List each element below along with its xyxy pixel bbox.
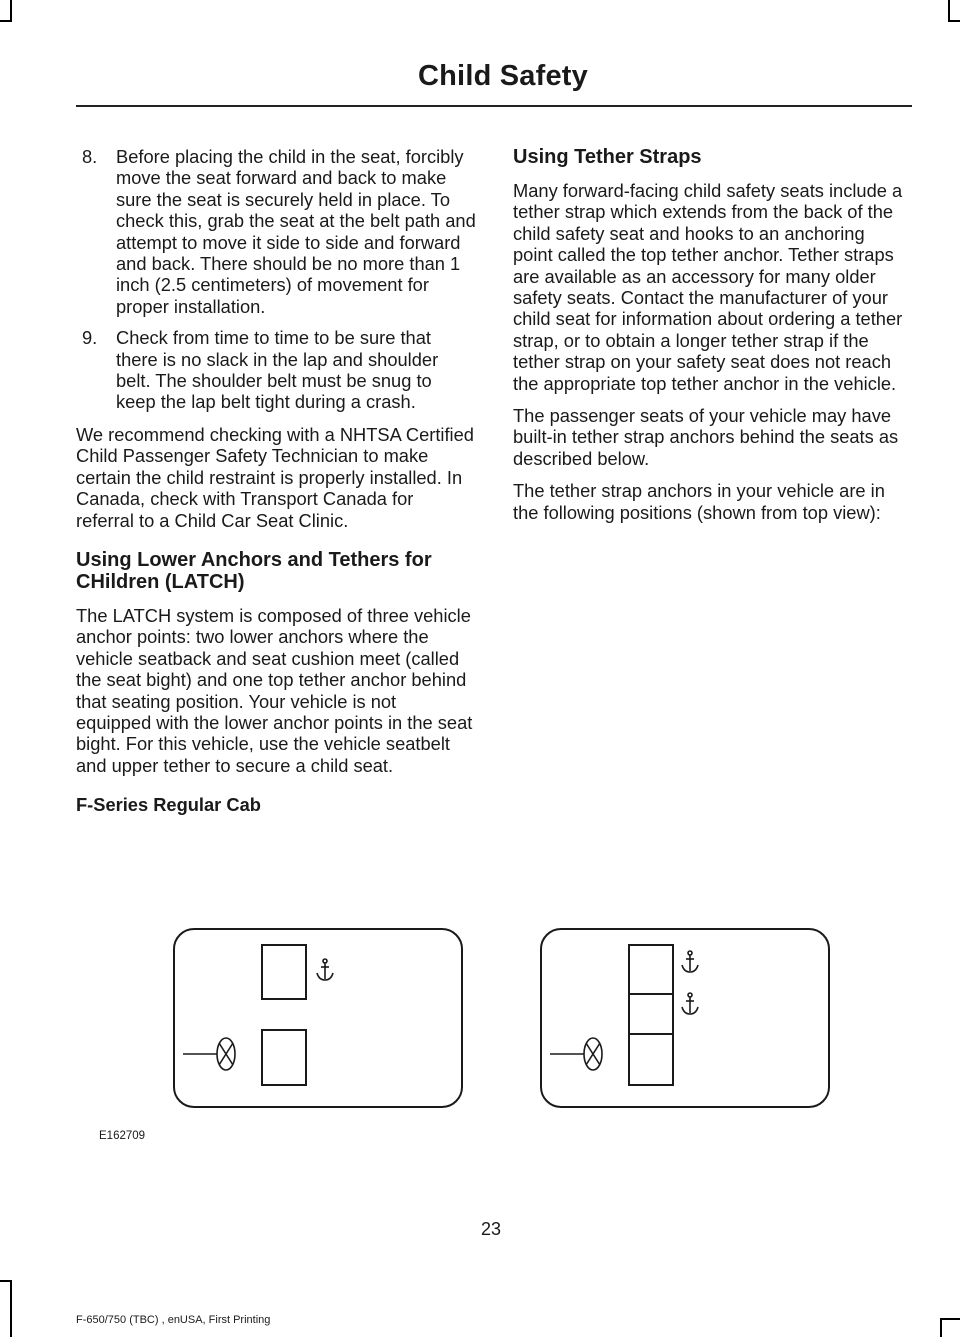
- right-column: [513, 146, 909, 534]
- anchor-icon: [317, 959, 333, 980]
- left-column: [76, 146, 476, 816]
- recommend-paragraph: We recommend checking with a NHTSA Certified Child Passenger Safety Technician to make certain the child restraint is properly installed. In Canada, check with Transport Canada for referral to a Child Car Seat Clinic.: [76, 423, 474, 531]
- cab-outline: [174, 929, 462, 1107]
- steering-wheel-icon: [550, 1038, 602, 1070]
- tether-heading: Using Tether Straps: [513, 146, 702, 168]
- crop-mark-bottom-right-v: [940, 1318, 942, 1337]
- anchor-icon: [682, 951, 698, 972]
- regular-cab-diagram-right: [540, 928, 830, 1108]
- figure-id: E162709: [99, 1130, 146, 1142]
- tether-paragraph-1: Many forward-facing child safety seats include a tether strap which extends from the back of the child safety seat and hooks to an anchoring point called the top tether anchor. Tether straps are available as an accessory for many older safety seats. Contact the manufacturer of your child seat for information about ordering a tether strap, or to obtain a longer tether strap if the tether strap on your safety seat does not reach the appropriate top tether anchor in the vehicle.: [513, 180, 903, 394]
- crop-mark-top-right-v: [948, 0, 950, 22]
- crop-mark-top-right-h: [948, 20, 960, 22]
- step-8: [76, 146, 476, 317]
- step-number: 8.: [82, 146, 98, 167]
- cab-heading: F-Series Regular Cab: [76, 794, 261, 816]
- crop-mark-top-left-h: [0, 20, 12, 22]
- tether-paragraph-2: The passenger seats of your vehicle may have built-in tether strap anchors behind the seats as described below.: [513, 405, 899, 469]
- crop-mark-bottom-right-h: [940, 1318, 960, 1320]
- step-number: 9.: [82, 327, 98, 349]
- tether-paragraph-3: The tether strap anchors in your vehicle are in the following positions (shown from top view):: [513, 480, 885, 523]
- step-text: Check from time to time to be sure that there is no slack in the lap and shoulder belt. The shoulder belt must be snug to keep the lap belt tight during a crash.: [116, 327, 439, 413]
- anchor-icon: [682, 993, 698, 1014]
- regular-cab-diagram-left: [173, 928, 463, 1108]
- steering-wheel-icon: [183, 1038, 235, 1070]
- step-9: [76, 327, 476, 413]
- crop-mark-bottom-left-v: [10, 1280, 12, 1337]
- seat-rear: [262, 945, 306, 999]
- crop-mark-bottom-left-h: [0, 1280, 12, 1282]
- step-text: Before placing the child in the seat, forcibly move the seat forward and back to make sure the seat is securely held in place. To check this, grab the seat at the belt path and attempt to move it side to side and forward and back. There should be no more than 1 inch (2.5 centimeters) of movement for proper installation.: [116, 146, 476, 317]
- bench-seat: [629, 945, 673, 1085]
- crop-mark-top-left-v: [10, 0, 12, 22]
- footer-info: F-650/750 (TBC) , enUSA, First Printing: [76, 1314, 271, 1326]
- page-title: Child Safety: [418, 60, 588, 92]
- seat-front: [262, 1030, 306, 1085]
- page-number: 23: [481, 1219, 502, 1239]
- latch-heading: Using Lower Anchors and Tethers for CHildren (LATCH): [76, 548, 432, 593]
- latch-paragraph: The LATCH system is composed of three vehicle anchor points: two lower anchors where the vehicle seatback and seat cushion meet (called the seat bight) and one top tether anchor behind that seating position. Your vehicle is not equipped with the lower anchor points in the seat bight. For this vehicle, use the vehicle seatbelt and upper tether to secure a child seat.: [76, 604, 473, 776]
- cab-outline: [541, 929, 829, 1107]
- installation-steps: [76, 146, 476, 413]
- header-divider: [76, 105, 912, 107]
